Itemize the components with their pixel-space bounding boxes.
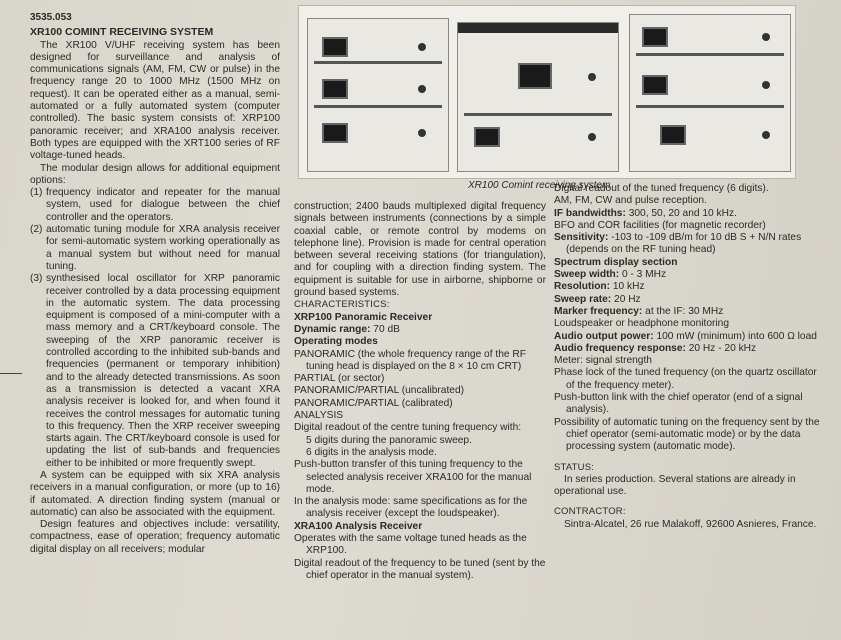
modular-intro: The modular design allows for additional equipment options:	[30, 162, 280, 186]
status-label: STATUS:	[554, 461, 595, 473]
opmode-item: PANORAMIC/PARTIAL (uncalibrated)	[294, 385, 465, 397]
column-3	[554, 183, 824, 531]
column-1	[30, 12, 280, 556]
document-id: 3535.053	[30, 12, 72, 23]
sensitivity: Sensitivity: -103 to -109 dB/m for 10 dB S + N/N rates (depends on the RF tuning head)	[554, 232, 802, 256]
option-item: (1) frequency indicator and repeater for the manual system, used for dialogue between the chief controller and the operators.	[30, 187, 280, 223]
opmode-item: PANORAMIC/PARTIAL (calibrated)	[294, 397, 453, 409]
opmode-item: PARTIAL (or sector)	[294, 373, 385, 385]
rack-center	[457, 22, 619, 172]
photo-caption: XR100 Comint receiving system	[468, 180, 611, 191]
design-paragraph: Design features and objectives include: versatility, compactness, ease of operation; frequency automatic digital display on all receivers; modular	[30, 519, 280, 555]
loudspeaker-line: Loudspeaker or headphone monitoring	[554, 318, 730, 330]
system-paragraph: A system can be equipped with six XRA analysis receivers in a manual configuration, or more (up to 16) if automated. A direction finding system (manual or automatic) can also be associated with the equipment.	[30, 469, 280, 518]
dynamic-range: Dynamic range: 70 dB	[294, 323, 400, 335]
readout-line: 5 digits during the panoramic sweep.	[306, 434, 472, 446]
bfo-line: BFO and COR facilities (for magnetic recorder)	[554, 219, 766, 231]
construction-paragraph: construction; 2400 bauds multiplexed digital frequency signals between instruments (connections by a simple coaxial cable, or remote control by modems on telephone line). Provision is made for central operation between several receiving stations (for triangulation), and for coupling with a direction finding system. The equipment is suitable for use in airborne, shipborne or ground based systems.	[294, 201, 546, 299]
spec-line: Sweep width: 0 - 3 MHz	[554, 269, 667, 281]
col3-modes: AM, FM, CW and pulse reception.	[554, 195, 707, 207]
audio-response: Audio frequency response: 20 Hz - 20 kHz	[554, 342, 757, 354]
col3-readout: Digital readout of the tuned frequency (6 digits).	[554, 183, 769, 194]
opmodes-heading: Operating modes	[294, 336, 378, 348]
xra-readout: Digital readout of the frequency to be tuned (sent by the chief operator in the manual system).	[294, 557, 546, 581]
spec-line: Resolution: 10 kHz	[554, 281, 645, 293]
rack-right	[629, 14, 791, 172]
readout-line: 6 digits in the analysis mode.	[306, 446, 437, 458]
spectrum-heading: Spectrum display section	[554, 256, 678, 268]
readout-centre: Digital readout of the centre tuning frequency with:	[294, 422, 522, 434]
contractor-text: Sintra-Alcatel, 26 rue Malakoff, 92600 Asnieres, France.	[564, 518, 817, 530]
equipment-photo	[298, 5, 796, 179]
pushbutton-transfer: Push-button transfer of this tuning frequency to the selected analysis receiver XRA100 for the manual mode.	[294, 459, 532, 495]
meter-line: Meter: signal strength	[554, 355, 652, 367]
xra-operates: Operates with the same voltage tuned heads as the XRP100.	[294, 533, 527, 557]
opmode-item: ANALYSIS	[294, 410, 344, 422]
option-item: (2) automatic tuning module for XRA analysis receiver for semi-automatic system working operationally as a manual system but without need for manual tuning.	[30, 224, 280, 272]
xrp-heading: XRP100 Panoramic Receiver	[294, 311, 433, 323]
phase-lock: Phase lock of the tuned frequency (on the quartz oscillator of the frequency meter).	[554, 367, 817, 391]
contractor-label: CONTRACTOR:	[554, 506, 626, 518]
pushbutton-link: Push-button link with the chief operator (end of a signal analysis).	[554, 392, 803, 416]
characteristics-label: CHARACTERISTICS:	[294, 299, 390, 311]
audio-output: Audio output power: 100 mW (minimum) into 600 Ω load	[554, 330, 817, 342]
spec-line: Marker frequency: at the IF: 30 MHz	[554, 305, 724, 317]
spec-line: Sweep rate: 20 Hz	[554, 293, 641, 305]
if-bandwidths: IF bandwidths: 300, 50, 20 and 10 kHz.	[554, 207, 737, 219]
possibility: Possibility of automatic tuning on the frequency sent by the chief operator (semi-automatic mode) or by the data processing system (automatic mode).	[554, 416, 820, 453]
options-list	[30, 187, 280, 470]
analysis-mode-spec: In the analysis mode: same specifications as for the analysis receiver (except the loudspeaker).	[294, 496, 528, 520]
margin-mark	[0, 373, 22, 374]
option-item: (3) synthesised local oscillator for XRP panoramic receiver controlled by a data processing equipment in the automatic system. The data processing equipment is composed of a mini-computer with a mass memory and a CRT/keyboard console. The sweeping of the XRP panoramic receiver is controlled according to the inhibited sub-bands and frequencies (permanent or temporary inhibition) and to the already detected transmissions. As soon as a transmission is detected a vacant XRA analysis receiver is looked for, and when found it receives the control messages for automatic tuning to this frequency. Then the XRP receiver sweeping starts again. The CRT/keyboard console is used for updating the list of sub-bands and frequencies either to be inhibited or more frequently swept.	[30, 273, 280, 469]
page-title: XR100 COMINT RECEIVING SYSTEM	[30, 26, 214, 39]
status-text: In series production. Several stations are already in operational use.	[554, 473, 796, 498]
column-2	[294, 201, 546, 582]
rack-left	[307, 18, 449, 172]
opmode-item: PANORAMIC (the whole frequency range of the RF tuning head is displayed on the 8 × 10 cm CRT)	[294, 348, 526, 372]
xra-heading: XRA100 Analysis Receiver	[294, 520, 423, 532]
intro-paragraph: The XR100 V/UHF receiving system has been designed for surveillance and analysis of communications signals (AM, FM, CW or pulse) in the frequency range 20 to 1000 MHz (1500 MHz on request). It can be operated either as a manual, semi-automated or a fully automated system (computer controlled). The basic system consists of: XRP100 panoramic receiver; and XRA100 analysis receiver. Both types are equipped with the XRT100 series of RF voltage-tuned heads.	[30, 39, 280, 162]
